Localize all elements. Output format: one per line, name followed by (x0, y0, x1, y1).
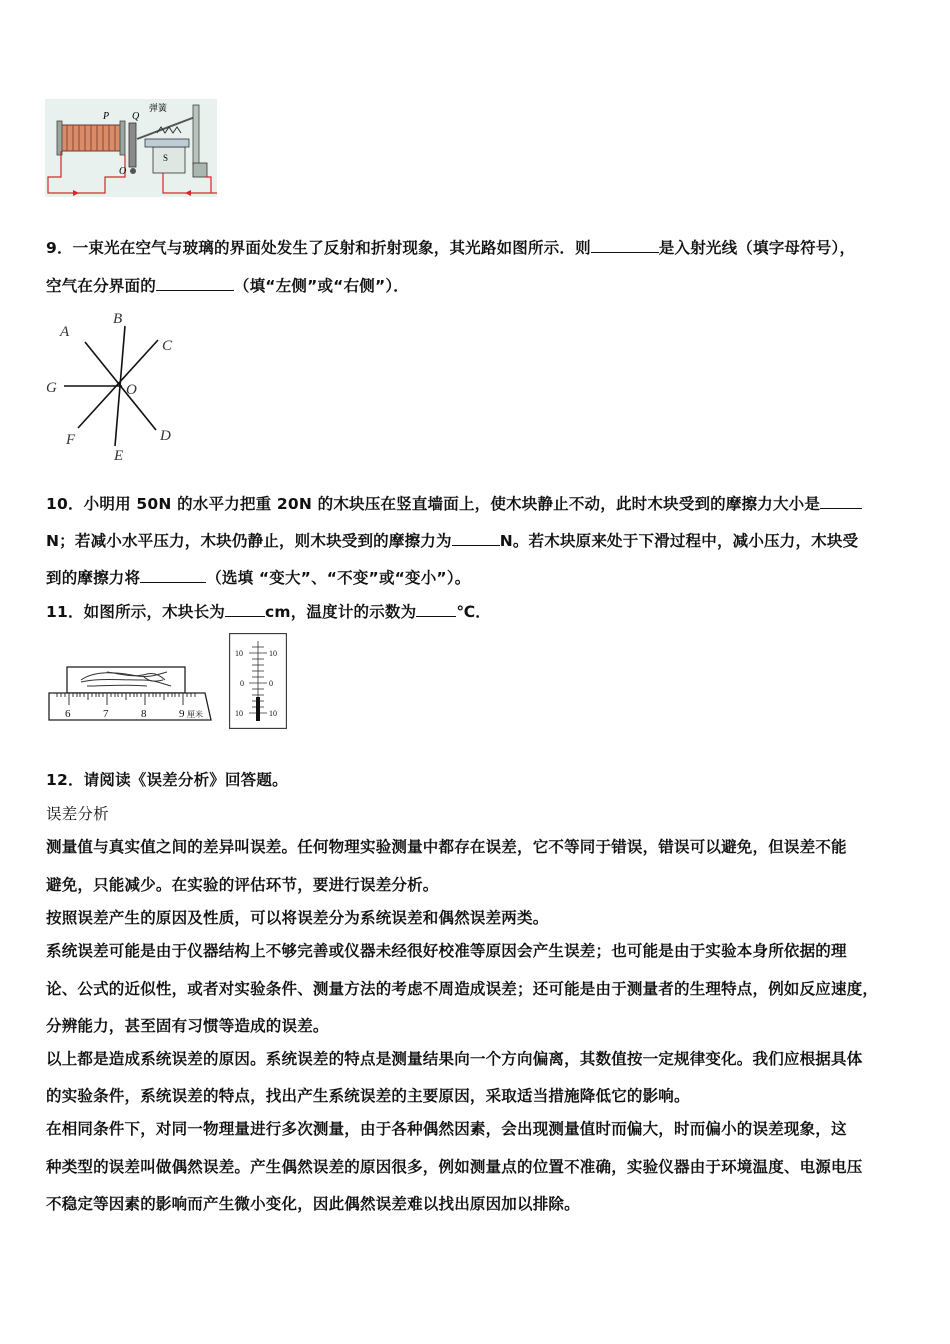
thermo-label-right-10: 10 (269, 649, 277, 658)
ruler-tick-9: 9 (179, 708, 185, 720)
q10-answer-blank-1[interactable] (820, 494, 862, 509)
q9-line-1 (46, 236, 855, 258)
q12-p3-line-1: 系统误差可能是由于仪器结构上不够完善或仪器未经很好校准等原因会产生误差；也可能是由于实验本身所依据的理 (46, 942, 847, 960)
thermo-label-left-10: 10 (235, 649, 243, 658)
q12-p1-line-1: 测量值与真实值之间的差异叫误差。任何物理实验测量中都存在误差，它不等同于错误，错误可以避免，但误差不能 (46, 838, 847, 856)
q12-heading: 误差分析 (46, 805, 109, 823)
q11-answer-blank-1[interactable] (225, 602, 265, 617)
ray-label-f: F (66, 432, 76, 448)
thermo-label-right-0: 0 (269, 679, 273, 688)
relay-label-p: P (103, 111, 110, 122)
q9-answer-blank-2[interactable] (156, 276, 234, 291)
q12-p4-line-1: 以上都是造成系统误差的原因。系统误差的特点是测量结果向一个方向偏离，其数值按一定规律变化。我们应根据具体 (46, 1050, 863, 1068)
q9-text-1b: 是入射光线（填字母符号）， (658, 239, 856, 257)
q10-text-2a: N；若减小水平压力，木块仍静止，则木块受到的摩擦力为 (46, 532, 452, 550)
relay-label-s: S (163, 153, 169, 163)
ruler-figure (47, 664, 213, 724)
q12-p5-line-1: 在相同条件下，对同一物理量进行多次测量，由于各种偶然因素，会出现测量值时而偏大，时而偏小的误差现象，这 (46, 1120, 847, 1138)
ray-label-o: O (126, 382, 137, 398)
q12-title: 12．请阅读《误差分析》回答题。 (46, 771, 288, 789)
ray-label-e: E (114, 448, 124, 464)
thermometer-liquid (256, 697, 260, 721)
q11-text-a: 11．如图所示，木块长为 (46, 603, 225, 621)
q10-answer-blank-2[interactable] (452, 531, 500, 546)
ray-label-g: G (46, 380, 57, 396)
q9-line-2 (46, 274, 409, 296)
ray-label-d: D (160, 428, 171, 444)
thermo-label-right-minus10: 10 (269, 709, 277, 718)
q10-text-1a: 10．小明用 50N 的水平力把重 20N 的木块压在竖直墙面上，使木块静止不动，此时木块受到的摩擦力大小是 (46, 495, 821, 513)
q10-text-3b: （选填 “变大”、“不变”或“变小”）。 (206, 569, 471, 587)
relay-figure (45, 99, 217, 197)
ruler-tick-6: 6 (65, 708, 71, 720)
q12-p4-line-2: 的实验条件，系统误差的特点，找出产生系统误差的主要原因，采取适当措施降低它的影响。 (46, 1087, 690, 1105)
relay-label-o: O (119, 166, 127, 177)
q11-text-c: ℃． (456, 603, 491, 621)
ray-label-b: B (113, 311, 123, 327)
q12-p5-line-2: 种类型的误差叫做偶然误差。产生偶然误差的原因很多，例如测量点的位置不准确，实验仪器由于环境温度、电源电压 (46, 1158, 863, 1176)
thermo-label-left-0: 0 (240, 679, 244, 688)
q11-text-b: cm，温度计的示数为 (264, 603, 417, 621)
q12-p1-line-2: 避免，只能减少。在实验的评估环节，要进行误差分析。 (46, 876, 439, 894)
q9-text-2b: （填“左侧”或“右侧”）． (233, 277, 410, 295)
q11-answer-blank-2[interactable] (416, 602, 456, 617)
q12-p3-line-2: 论、公式的近似性，或者对实验条件、测量方法的考虑不周造成误差；还可能是由于测量者的生理特点，例如反应速度， (46, 980, 879, 998)
q9-text-1a: 9．一束光在空气与玻璃的界面处发生了反射和折射现象，其光路如图所示．则 (46, 239, 591, 257)
q10-answer-blank-3[interactable] (140, 568, 206, 583)
relay-label-spring: 弹簧 (149, 103, 168, 113)
q10-text-3a: 到的摩擦力将 (46, 569, 141, 587)
q10-line-2 (46, 529, 858, 551)
ruler-unit: 厘米 (187, 710, 203, 719)
q10-line-3 (46, 566, 470, 588)
q12-p5-line-3: 不稳定等因素的影响而产生微小变化，因此偶然误差难以找出原因加以排除。 (46, 1195, 580, 1213)
ray-label-c: C (162, 338, 173, 354)
q9-text-2a: 空气在分界面的 (46, 277, 156, 295)
q10-line-1 (46, 492, 862, 514)
q12-p2-line-1: 按照误差产生的原因及性质，可以将误差分为系统误差和偶然误差两类。 (46, 909, 549, 927)
ray-label-a: A (60, 324, 70, 340)
q11-line (46, 600, 491, 622)
ruler-tick-7: 7 (103, 708, 109, 720)
q9-answer-blank-1[interactable] (591, 238, 659, 253)
light-ray-figure (40, 306, 190, 466)
q12-p3-line-3: 分辨能力，甚至固有习惯等造成的误差。 (46, 1017, 329, 1035)
ruler-tick-8: 8 (141, 708, 147, 720)
thermometer-figure (229, 633, 287, 729)
thermo-label-left-minus10: 10 (235, 709, 243, 718)
relay-label-q: Q (132, 111, 140, 122)
q10-text-2b: N。若木块原来处于下滑过程中，减小压力，木块受 (499, 532, 859, 550)
